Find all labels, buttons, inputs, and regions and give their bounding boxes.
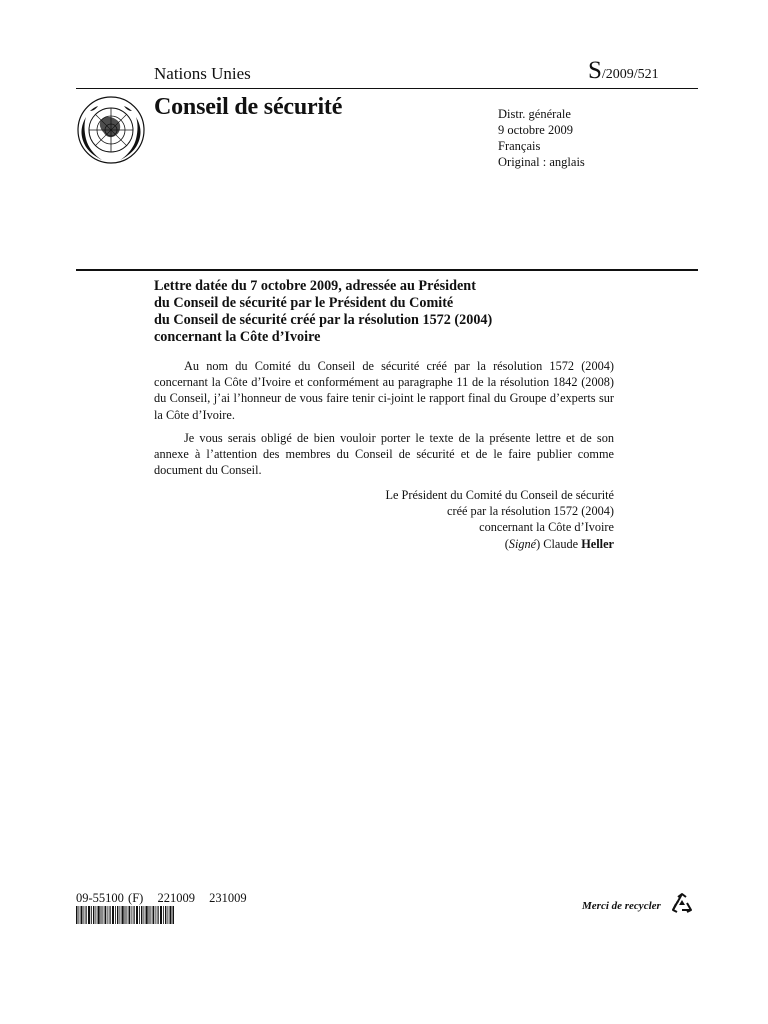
distribution-original: Original : anglais bbox=[498, 155, 585, 169]
signature-name-line: (Signé) Claude Heller bbox=[504, 536, 614, 551]
letter-title bbox=[154, 278, 574, 346]
signed-label: Signé bbox=[508, 536, 537, 551]
signature-line: créé par la résolution 1572 (2004) bbox=[447, 504, 614, 519]
signature-block bbox=[300, 487, 614, 552]
distribution-block bbox=[498, 106, 585, 170]
recycle-text: Merci de recycler bbox=[582, 900, 661, 912]
footer-date: 231009 bbox=[209, 891, 247, 905]
title-line: du Conseil de sécurité créé par la résolution 1572 (2004) bbox=[154, 312, 493, 328]
council-name: Conseil de sécurité bbox=[154, 94, 343, 120]
body-paragraph: Au nom du Comité du Conseil de sécurité créé par la résolution 1572 (2004) concernant la Côte d’Ivoire et conformément au paragraphe 11 de la résolution 1842 (2008) du Conseil, j’ai l’honneur de vous faire tenir ci-joint le rapport final du Groupe d’experts sur la Côte d’Ivoire. bbox=[154, 359, 614, 422]
document-symbol bbox=[588, 57, 659, 85]
signature-line: Le Président du Comité du Conseil de sécurité bbox=[385, 488, 614, 502]
signatory-last-name: Heller bbox=[581, 536, 614, 551]
organization-name: Nations Unies bbox=[154, 64, 251, 83]
distribution-type: Distr. générale bbox=[498, 107, 571, 121]
symbol-suffix: /2009/521 bbox=[601, 67, 659, 82]
barcode-icon bbox=[76, 906, 174, 924]
title-line: Lettre datée du 7 octobre 2009, adressée au Président bbox=[154, 278, 476, 294]
recycle-notice bbox=[582, 892, 698, 918]
signature-line: concernant la Côte d’Ivoire bbox=[479, 520, 614, 535]
body-paragraph: Je vous serais obligé de bien vouloir porter le texte de la présente lettre et de son annexe à l’attention des membres du Conseil de sécurité et de le faire publier comme document du Conseil. bbox=[154, 430, 614, 478]
distribution-language: Français bbox=[498, 139, 541, 153]
un-emblem-icon bbox=[76, 95, 146, 165]
distribution-date: 9 octobre 2009 bbox=[498, 123, 573, 137]
footer-date: 221009 bbox=[157, 891, 195, 905]
signatory-first-name: Claude bbox=[543, 536, 579, 551]
title-line: du Conseil de sécurité par le Président du Comité bbox=[154, 295, 454, 311]
doc-number: 09-55100 (F) bbox=[76, 891, 144, 905]
header-rule bbox=[76, 88, 698, 89]
letter-body bbox=[154, 358, 614, 485]
section-rule bbox=[76, 269, 698, 271]
title-line: concernant la Côte d’Ivoire bbox=[154, 329, 321, 345]
symbol-prefix: S bbox=[588, 57, 602, 84]
footer-document-code bbox=[76, 891, 257, 906]
recycle-icon bbox=[670, 892, 694, 916]
